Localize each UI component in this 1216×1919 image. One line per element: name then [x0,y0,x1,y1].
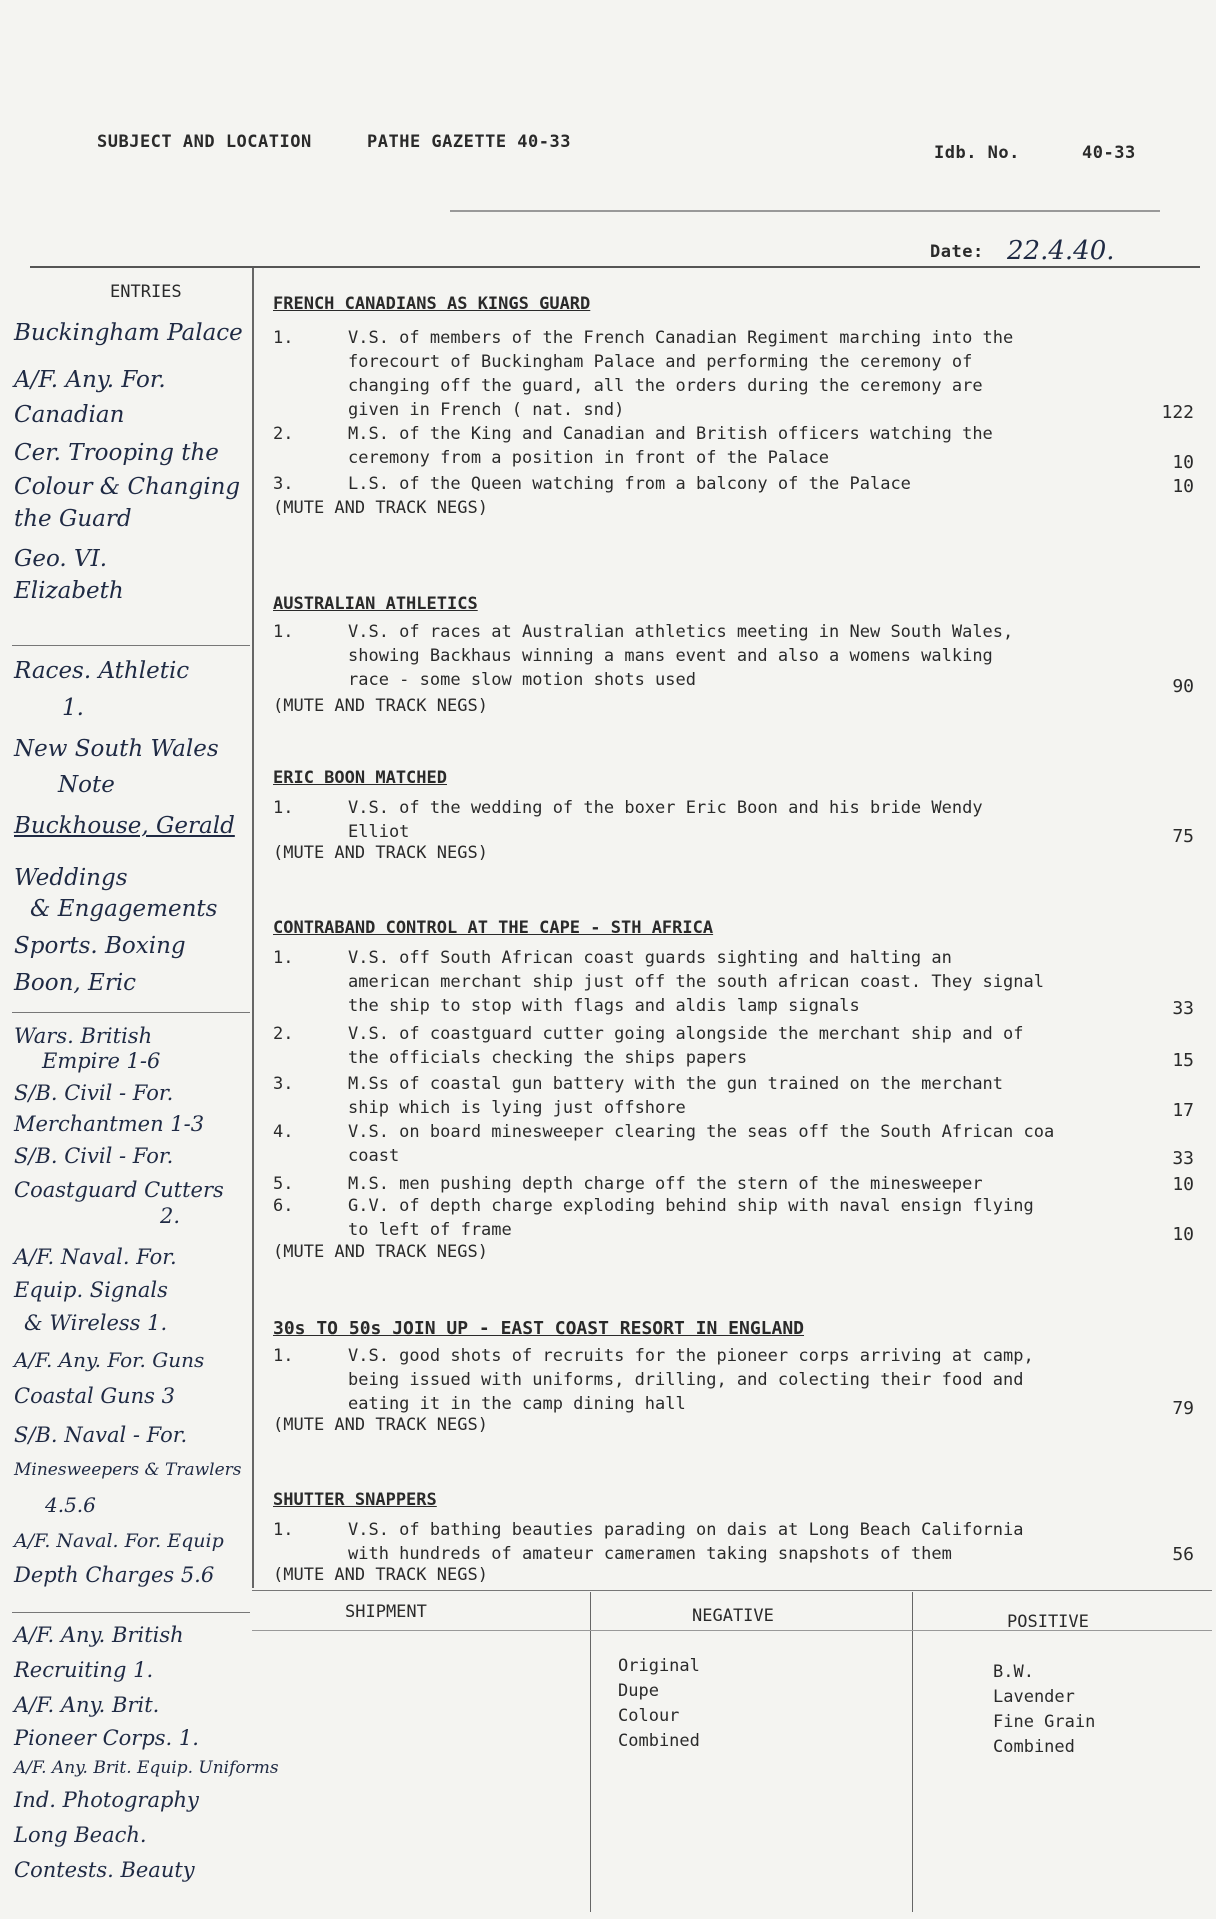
hand-entry: Coastguard Cutters [14,1178,224,1202]
hand-entry: Geo. VI. [14,546,108,572]
entries-heading: ENTRIES [110,282,182,302]
positive-option: Combined [993,1737,1075,1757]
hand-entry: A/F. Any. Brit. [14,1693,160,1717]
entry-text: V.S. good shots of recruits for the pioneer corps arriving at camp, being issued with uniforms, drilling, and colecting their food and eating it in the camp dining hall [348,1346,1034,1414]
hand-entry: Coastal Guns 3 [14,1384,175,1408]
entry-text: V.S. of bathing beauties parading on dais at Long Beach California with hundreds of amateur cameramen taking snapshots of them [348,1520,1024,1564]
entry-text: V.S. of members of the French Canadian Regiment marching into the forecourt of Buckingham Palace and performing the ceremony of changing off the guard, all the orders during the ceremony are given in French ( nat. snd) [348,328,1014,420]
hand-entry: Ind. Photography [14,1788,199,1812]
entry-number: 2. [273,424,294,444]
hand-entry: Boon, Eric [14,970,137,996]
hand-entry: 2. [160,1204,181,1228]
entry-length: 75 [1172,826,1194,847]
idb-label: Idb. No. [934,143,1020,163]
entry-row [273,472,911,496]
hand-entry: Note [58,772,115,798]
hand-entry: Recruiting 1. [14,1658,154,1682]
entry-number: 2. [273,1024,294,1044]
entry-text: V.S. of races at Australian athletics meeting in New South Wales, showing Backhaus winning a mans event and also a womens walking race - some slow motion shots used [348,622,1014,690]
hand-entry: Races. Athletic [14,658,190,684]
entry-length: 10 [1172,1224,1194,1245]
entry-row [273,1194,1034,1242]
entry-text: V.S. of the wedding of the boxer Eric Boon and his bride Wendy Elliot [348,798,983,842]
entry-text: G.V. of depth charge exploding behind ship with naval ensign flying to left of frame [348,1196,1034,1240]
negative-option: Colour [618,1706,680,1726]
entry-text: M.S. of the King and Canadian and British officers watching the ceremony from a position in front of the Palace [348,424,993,468]
hand-entry: A/F. Any. British [14,1623,184,1647]
entries-separator [12,1012,250,1013]
negative-option: Original [618,1656,700,1676]
section-title: CONTRABAND CONTROL AT THE CAPE - STH AFRICA [273,918,714,938]
footer-divider [590,1592,591,1912]
entries-separator [12,1612,250,1613]
hand-entry: A/F. Naval. For. Equip [14,1530,224,1552]
date-value: 22.4.40. [1007,236,1115,266]
hand-entry: Equip. Signals [14,1278,168,1302]
entry-row [273,1022,1024,1070]
positive-option: Lavender [993,1687,1075,1707]
footer-divider [912,1592,913,1912]
entry-length: 10 [1172,476,1194,497]
entry-text: V.S. off South African coast guards sighting and halting an american merchant ship just off the south african coast. They signal the ship to stop with flags and aldis lamp signals [348,948,1044,1016]
entry-number: 1. [273,948,294,968]
hand-entry: S/B. Civil - For. [14,1144,174,1168]
entry-text: V.S. on board minesweeper clearing the seas off the South African coa coast [348,1122,1055,1166]
entry-row [273,796,983,844]
hand-entry: Merchantmen 1-3 [14,1112,205,1136]
footer-rule [252,1590,1212,1591]
entry-number: 1. [273,1520,294,1540]
idb-value: 40-33 [1082,143,1136,163]
subject-location-label: SUBJECT AND LOCATION [97,132,312,152]
entry-length: 33 [1172,1148,1194,1169]
hand-entry: Weddings [14,865,128,891]
entry-number: 3. [273,1074,294,1094]
entry-row [273,326,1013,422]
negative-option: Combined [618,1731,700,1751]
section-title: AUSTRALIAN ATHLETICS [273,594,478,614]
mute-track-note: (MUTE AND TRACK NEGS) [273,1415,488,1435]
negative-heading: NEGATIVE [692,1606,774,1626]
entry-number: 1. [273,622,294,642]
hand-entry: Pioneer Corps. 1. [14,1726,199,1750]
date-label: Date: [930,242,984,262]
positive-heading: POSITIVE [1007,1612,1089,1632]
hand-entry: Canadian [14,402,125,428]
entry-row [273,620,1013,692]
section-title: FRENCH CANADIANS AS KINGS GUARD [273,294,591,314]
entry-length: 33 [1172,998,1194,1019]
mute-track-note: (MUTE AND TRACK NEGS) [273,1242,488,1262]
entry-text: M.S. men pushing depth charge off the stern of the minesweeper [348,1174,983,1194]
entry-row [273,1072,1003,1120]
hand-entry: A/F. Any. For. [14,367,166,393]
entry-number: 1. [273,1346,294,1366]
hand-entry: Sports. Boxing [14,933,186,959]
entry-number: 6. [273,1196,294,1216]
hand-entry: & Engagements [30,896,218,922]
hand-entry: Minesweepers & Trawlers [14,1460,242,1480]
positive-option: Fine Grain [993,1712,1096,1732]
mute-track-note: (MUTE AND TRACK NEGS) [273,843,488,863]
hand-entry: Long Beach. [14,1823,147,1847]
entry-text: M.Ss of coastal gun battery with the gun trained on the merchant ship which is lying just offshore [348,1074,1004,1118]
gazette-title: PATHE GAZETTE 40-33 [367,132,571,152]
mute-track-note: (MUTE AND TRACK NEGS) [273,696,488,716]
entry-number: 5. [273,1174,294,1194]
hand-entry: S/B. Naval - For. [14,1423,188,1447]
positive-option: B.W. [993,1662,1034,1682]
hand-entry: the Guard [14,506,132,532]
entry-row [273,1120,1054,1168]
entries-divider [252,268,254,1588]
hand-entry: Elizabeth [14,578,124,604]
entry-length: 17 [1172,1100,1194,1121]
entry-number: 1. [273,328,294,348]
hand-entry: Cer. Trooping the [14,440,219,466]
header-rule [450,210,1160,212]
entry-length: 90 [1172,676,1194,697]
entry-row [273,422,993,470]
section-title: ERIC BOON MATCHED [273,768,447,788]
hand-entry: Colour & Changing [14,474,241,500]
entry-length: 79 [1172,1398,1194,1419]
entry-length: 10 [1172,1174,1194,1195]
hand-entry: Depth Charges 5.6 [14,1563,215,1587]
mute-track-note: (MUTE AND TRACK NEGS) [273,498,488,518]
entry-number: 4. [273,1122,294,1142]
entry-length: 122 [1161,402,1194,423]
entry-row [273,1172,983,1196]
hand-entry: Wars. British [14,1024,153,1048]
entry-row [273,1518,1024,1566]
entry-text: V.S. of coastguard cutter going alongside the merchant ship and of the officials checking the ships papers [348,1024,1024,1068]
hand-entry: Buckingham Palace [14,320,243,346]
entry-length: 56 [1172,1544,1194,1565]
shipment-heading: SHIPMENT [345,1602,427,1622]
hand-entry: A/F. Naval. For. [14,1245,177,1269]
entry-length: 15 [1172,1050,1194,1071]
entry-row [273,946,1044,1018]
hand-entry: Empire 1-6 [42,1049,161,1073]
section-title: SHUTTER SNAPPERS [273,1490,437,1510]
hand-entry: 4.5.6 [45,1493,96,1517]
negative-option: Dupe [618,1681,659,1701]
entry-text: L.S. of the Queen watching from a balcony of the Palace [348,474,911,494]
entry-number: 3. [273,474,294,494]
hand-entry: A/F. Any. Brit. Equip. Uniforms [14,1758,279,1778]
hand-entry: Contests. Beauty [14,1858,195,1882]
hand-entry: A/F. Any. For. Guns [14,1348,205,1372]
section-title: 30s TO 50s JOIN UP - EAST COAST RESORT IN ENGLAND [273,1318,805,1339]
mute-track-note: (MUTE AND TRACK NEGS) [273,1565,488,1585]
top-rule [30,266,1200,268]
hand-entry: S/B. Civil - For. [14,1081,174,1105]
entry-number: 1. [273,798,294,818]
hand-entry: Buckhouse, Gerald [14,813,235,839]
negative-options [618,1654,700,1754]
entry-length: 10 [1172,452,1194,473]
entry-row [273,1344,1034,1416]
entries-separator [12,645,250,646]
hand-entry: & Wireless 1. [24,1311,168,1335]
positive-options [993,1660,1095,1760]
hand-entry: 1. [62,695,84,721]
hand-entry: New South Wales [14,736,219,762]
